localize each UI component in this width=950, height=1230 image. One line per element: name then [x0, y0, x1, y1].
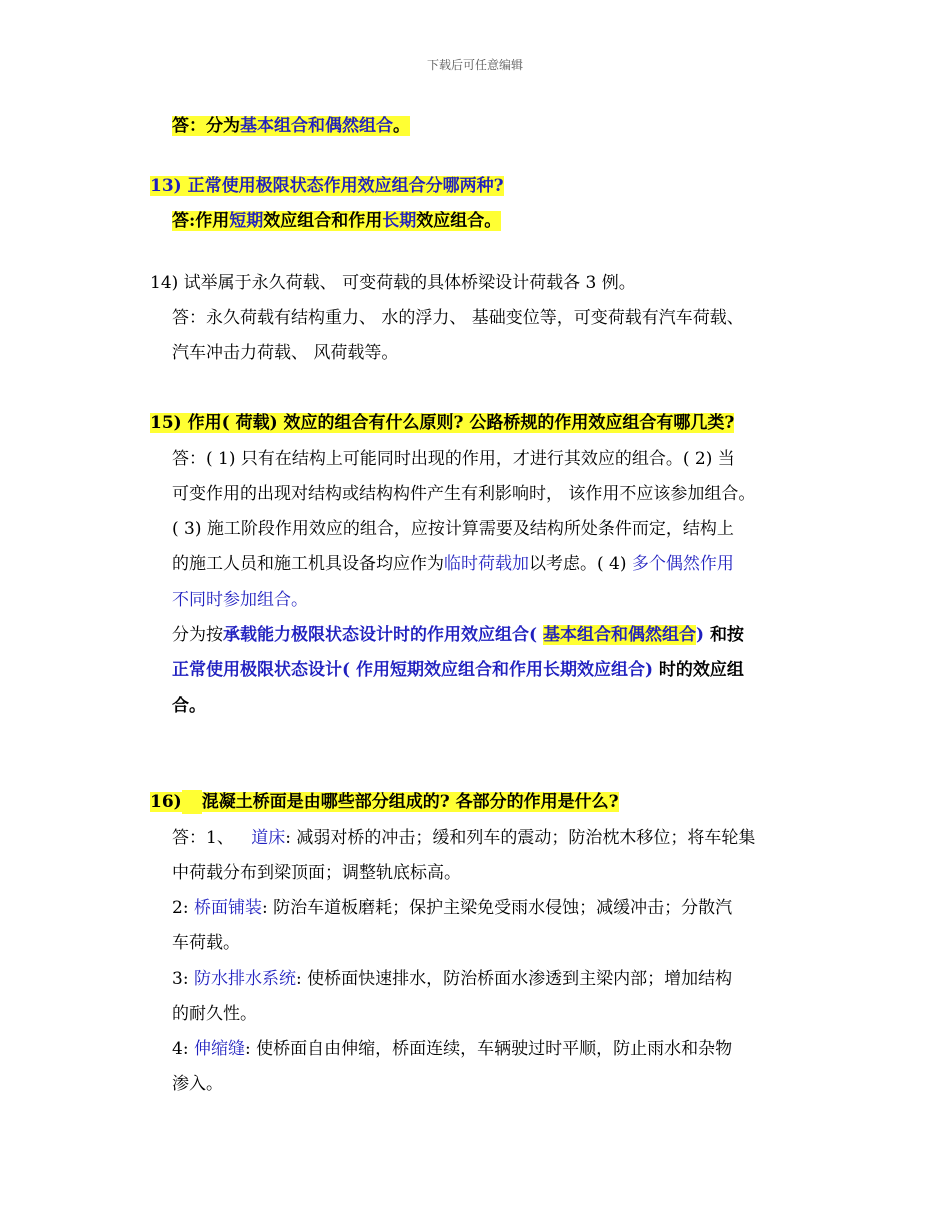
q14-question: 14) 试举属于永久荷载、 可变荷载的具体桥梁设计荷载各 3 例。: [150, 273, 636, 293]
q14-answer-line-1: 答：永久荷载有结构重力、 水的浮力、 基础变位等，可变荷载有汽车荷载、: [172, 308, 744, 328]
q15-l4-text-a: 的施工人员和施工机具设备均应作为: [172, 554, 444, 574]
q16-item-4-cont: 渗入。: [172, 1074, 223, 1094]
q16-item-2-term: 桥面铺装: [193, 898, 262, 918]
q16-item-2: [172, 896, 732, 920]
q15-l7-text-b: 时的效应组: [653, 660, 744, 680]
q16-item-2-cont: 车荷载。: [172, 933, 240, 953]
q16-item-4-lead: 4:: [172, 1039, 194, 1059]
q15-answer-line-7: [172, 658, 744, 682]
q15-l7-serviceability: 正常使用极限状态设计( 作用短期效应组合和作用长期效应组合): [172, 660, 654, 680]
q16-item-4-term: 伸缩缝: [193, 1039, 245, 1059]
q13-answer-b1: 短期: [229, 211, 264, 231]
q13-answer-p3: 效应组合。: [416, 211, 502, 231]
q16-item-1-cont: 中荷载分布到梁顶面；调整轨底标高。: [172, 863, 461, 883]
q15-l4-accidental: 多个偶然作用: [631, 554, 734, 574]
q15-l6-and: 和按: [709, 625, 744, 645]
q15-answer-line-1: 答：( 1) 只有在结构上可能同时出现的作用，才进行其效应的组合。( 2) 当: [172, 449, 735, 469]
q14-answer-line-2: 汽车冲击力荷载、 风荷载等。: [172, 343, 399, 363]
q15-question-text: 15) 作用( 荷载) 效应的组合有什么原则? 公路桥规的作用效应组合有哪几类?: [150, 413, 735, 433]
q15-answer-line-6: [172, 623, 744, 647]
q13-question: [150, 174, 504, 198]
q16-question-text: 混凝土桥面是由哪些部分组成的? 各部分的作用是什么?: [201, 792, 619, 812]
q16-item-3-term: 防水排水系统: [193, 969, 296, 989]
q16-item-1-lead: 答：1、: [172, 828, 240, 848]
q16-item-4: [172, 1037, 732, 1061]
q15-l4-text-c: 以考虑。( 4): [529, 554, 632, 574]
q16-item-3-cont: 的耐久性。: [172, 1004, 257, 1024]
q15-l6-paren: ): [695, 625, 710, 645]
q15-answer-line-4: [172, 552, 734, 576]
q15-question: [150, 411, 734, 435]
q16-item-4-desc: : 使桥面自由伸缩，桥面连续，车辆驶过时平顺，防止雨水和杂物: [244, 1039, 733, 1059]
q15-answer-line-3: ( 3) 施工阶段作用效应的组合，应按计算需要及结构所处条件而定，结构上: [172, 519, 734, 539]
q13-answer-p1: 答:作用: [172, 211, 230, 231]
q16-question: [150, 790, 619, 814]
q15-l6-ultimate: 承载能力极限状态设计时的作用效应组合(: [223, 625, 543, 645]
page-header: 下载后可任意编辑: [426, 58, 523, 72]
q12-answer: [172, 114, 410, 138]
q13-answer: [172, 209, 501, 233]
q13-question-text: 13) 正常使用极限状态作用效应组合分哪两种?: [150, 176, 504, 196]
q15-l6-basic-accidental: 基本组合和偶然组合: [542, 625, 696, 645]
q15-answer-line-2: 可变作用的出现对结构或结构构件产生有利影响时， 该作用不应该参加组合。: [172, 484, 756, 504]
q16-item-1-term: 道床: [251, 828, 286, 848]
q16-number: 16): [150, 792, 182, 812]
q15-answer-line-5: 不同时参加组合。: [172, 590, 308, 610]
q16-item-3-lead: 3:: [172, 969, 194, 989]
q16-item-1: [172, 826, 755, 850]
q16-item-2-lead: 2:: [172, 898, 194, 918]
q15-l4-temporary-load: 临时荷载加: [444, 554, 529, 574]
q13-answer-p2: 效应组合和作用: [263, 211, 383, 231]
q15-l6-text-a: 分为按: [172, 625, 223, 645]
q16-item-1-desc: : 减弱对桥的冲击；缓和列车的震动；防治枕木移位；将车轮集: [285, 828, 756, 848]
q16-item-2-desc: : 防治车道板磨耗；保护主梁免受雨水侵蚀；减缓冲击；分散汽: [261, 898, 733, 918]
q16-item-3-desc: : 使桥面快速排水，防治桥面水渗透到主梁内部；增加结构: [295, 969, 733, 989]
q13-answer-b2: 长期: [382, 211, 417, 231]
q15-answer-line-8: 合。: [172, 696, 206, 716]
q12-answer-suffix: 。: [393, 116, 410, 136]
q12-answer-prefix: 答：分为: [172, 116, 240, 136]
q16-item-3: [172, 967, 732, 991]
q12-answer-blue: 基本组合和偶然组合: [240, 116, 393, 136]
